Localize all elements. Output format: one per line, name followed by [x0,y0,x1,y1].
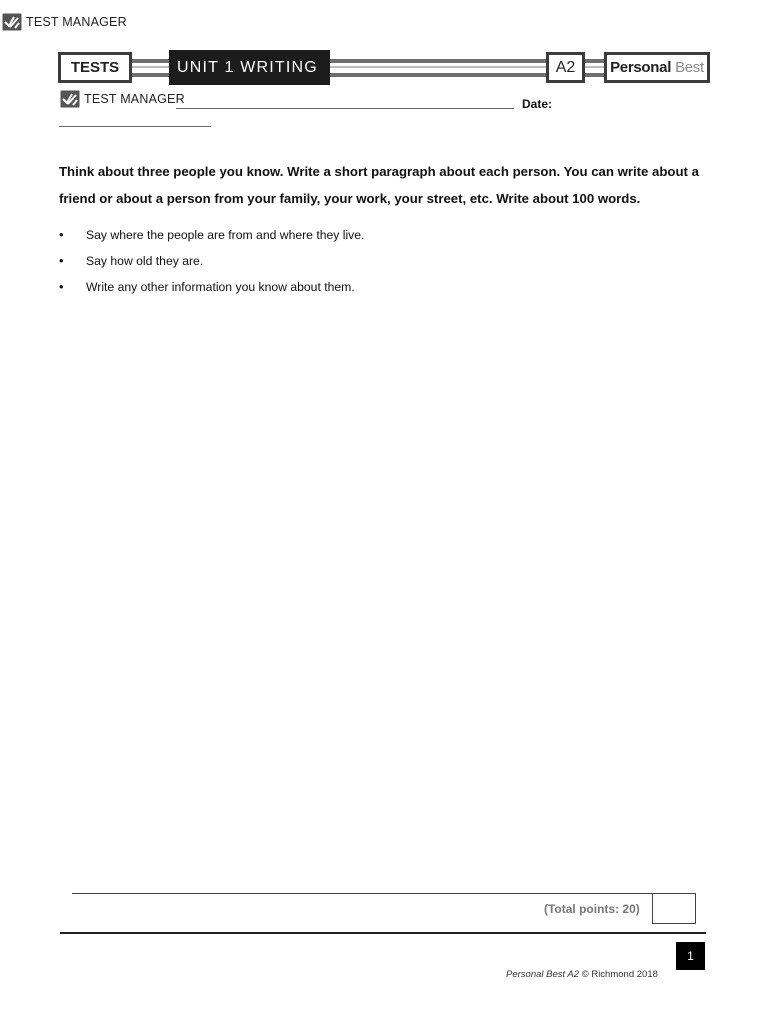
bullet-icon: • [59,279,64,294]
bullet-text: Say how old they are. [86,254,204,268]
brand-box [604,52,710,83]
level-label: A2 [555,58,576,76]
band-stripe [132,59,169,63]
level-box [546,52,585,83]
bullet-text: Say where the people are from and where they live. [86,228,365,242]
page-number [676,942,705,970]
task-bullet-list [59,222,699,300]
band-stripe [330,73,546,77]
total-points-rule [72,893,696,894]
test-manager-logo-icon [2,13,22,31]
band-stripe [330,66,546,68]
top-logo [2,13,127,31]
list-item [59,248,699,274]
bullet-text: Write any other information you know about them. [86,280,355,294]
brand-secondary: Best [675,59,704,76]
student-info-logo [60,90,185,108]
copyright-title: Personal Best A2 [506,969,580,980]
name-field-line[interactable] [176,108,514,109]
list-item [59,222,699,248]
brand-primary: Personal [610,59,672,76]
unit-title-box [169,50,330,85]
tests-label-box [58,52,132,83]
band-stripe [585,59,604,63]
copyright-rest: © Richmond 2018 [579,969,658,980]
total-points-label: (Total points: 20) [544,902,640,916]
page-number-text: 1 [687,949,694,963]
score-input-box[interactable] [652,894,696,924]
logo-text: TEST MANAGER [26,15,127,29]
header-band [58,50,710,86]
tests-label: TESTS [70,59,120,76]
date-label: Date: [522,97,553,111]
logo-text: TEST MANAGER [84,92,185,106]
bullet-icon: • [59,227,64,242]
unit-title: UNIT 1 WRITING [177,58,318,76]
footer-rule [60,932,706,934]
copyright [506,969,658,980]
list-item [59,274,699,300]
task-instructions: Think about three people you know. Write a short paragraph about each person. You can write about a friend or about a person from your family, your work, your street, etc. Write about 100 words. [59,164,699,206]
band-stripe [585,66,604,68]
test-manager-logo-icon [60,90,80,108]
band-stripe [132,66,169,68]
band-stripe [585,73,604,77]
band-stripe [132,73,169,77]
date-field-line[interactable] [59,126,211,127]
bullet-icon: • [59,253,64,268]
band-stripe [330,59,546,63]
